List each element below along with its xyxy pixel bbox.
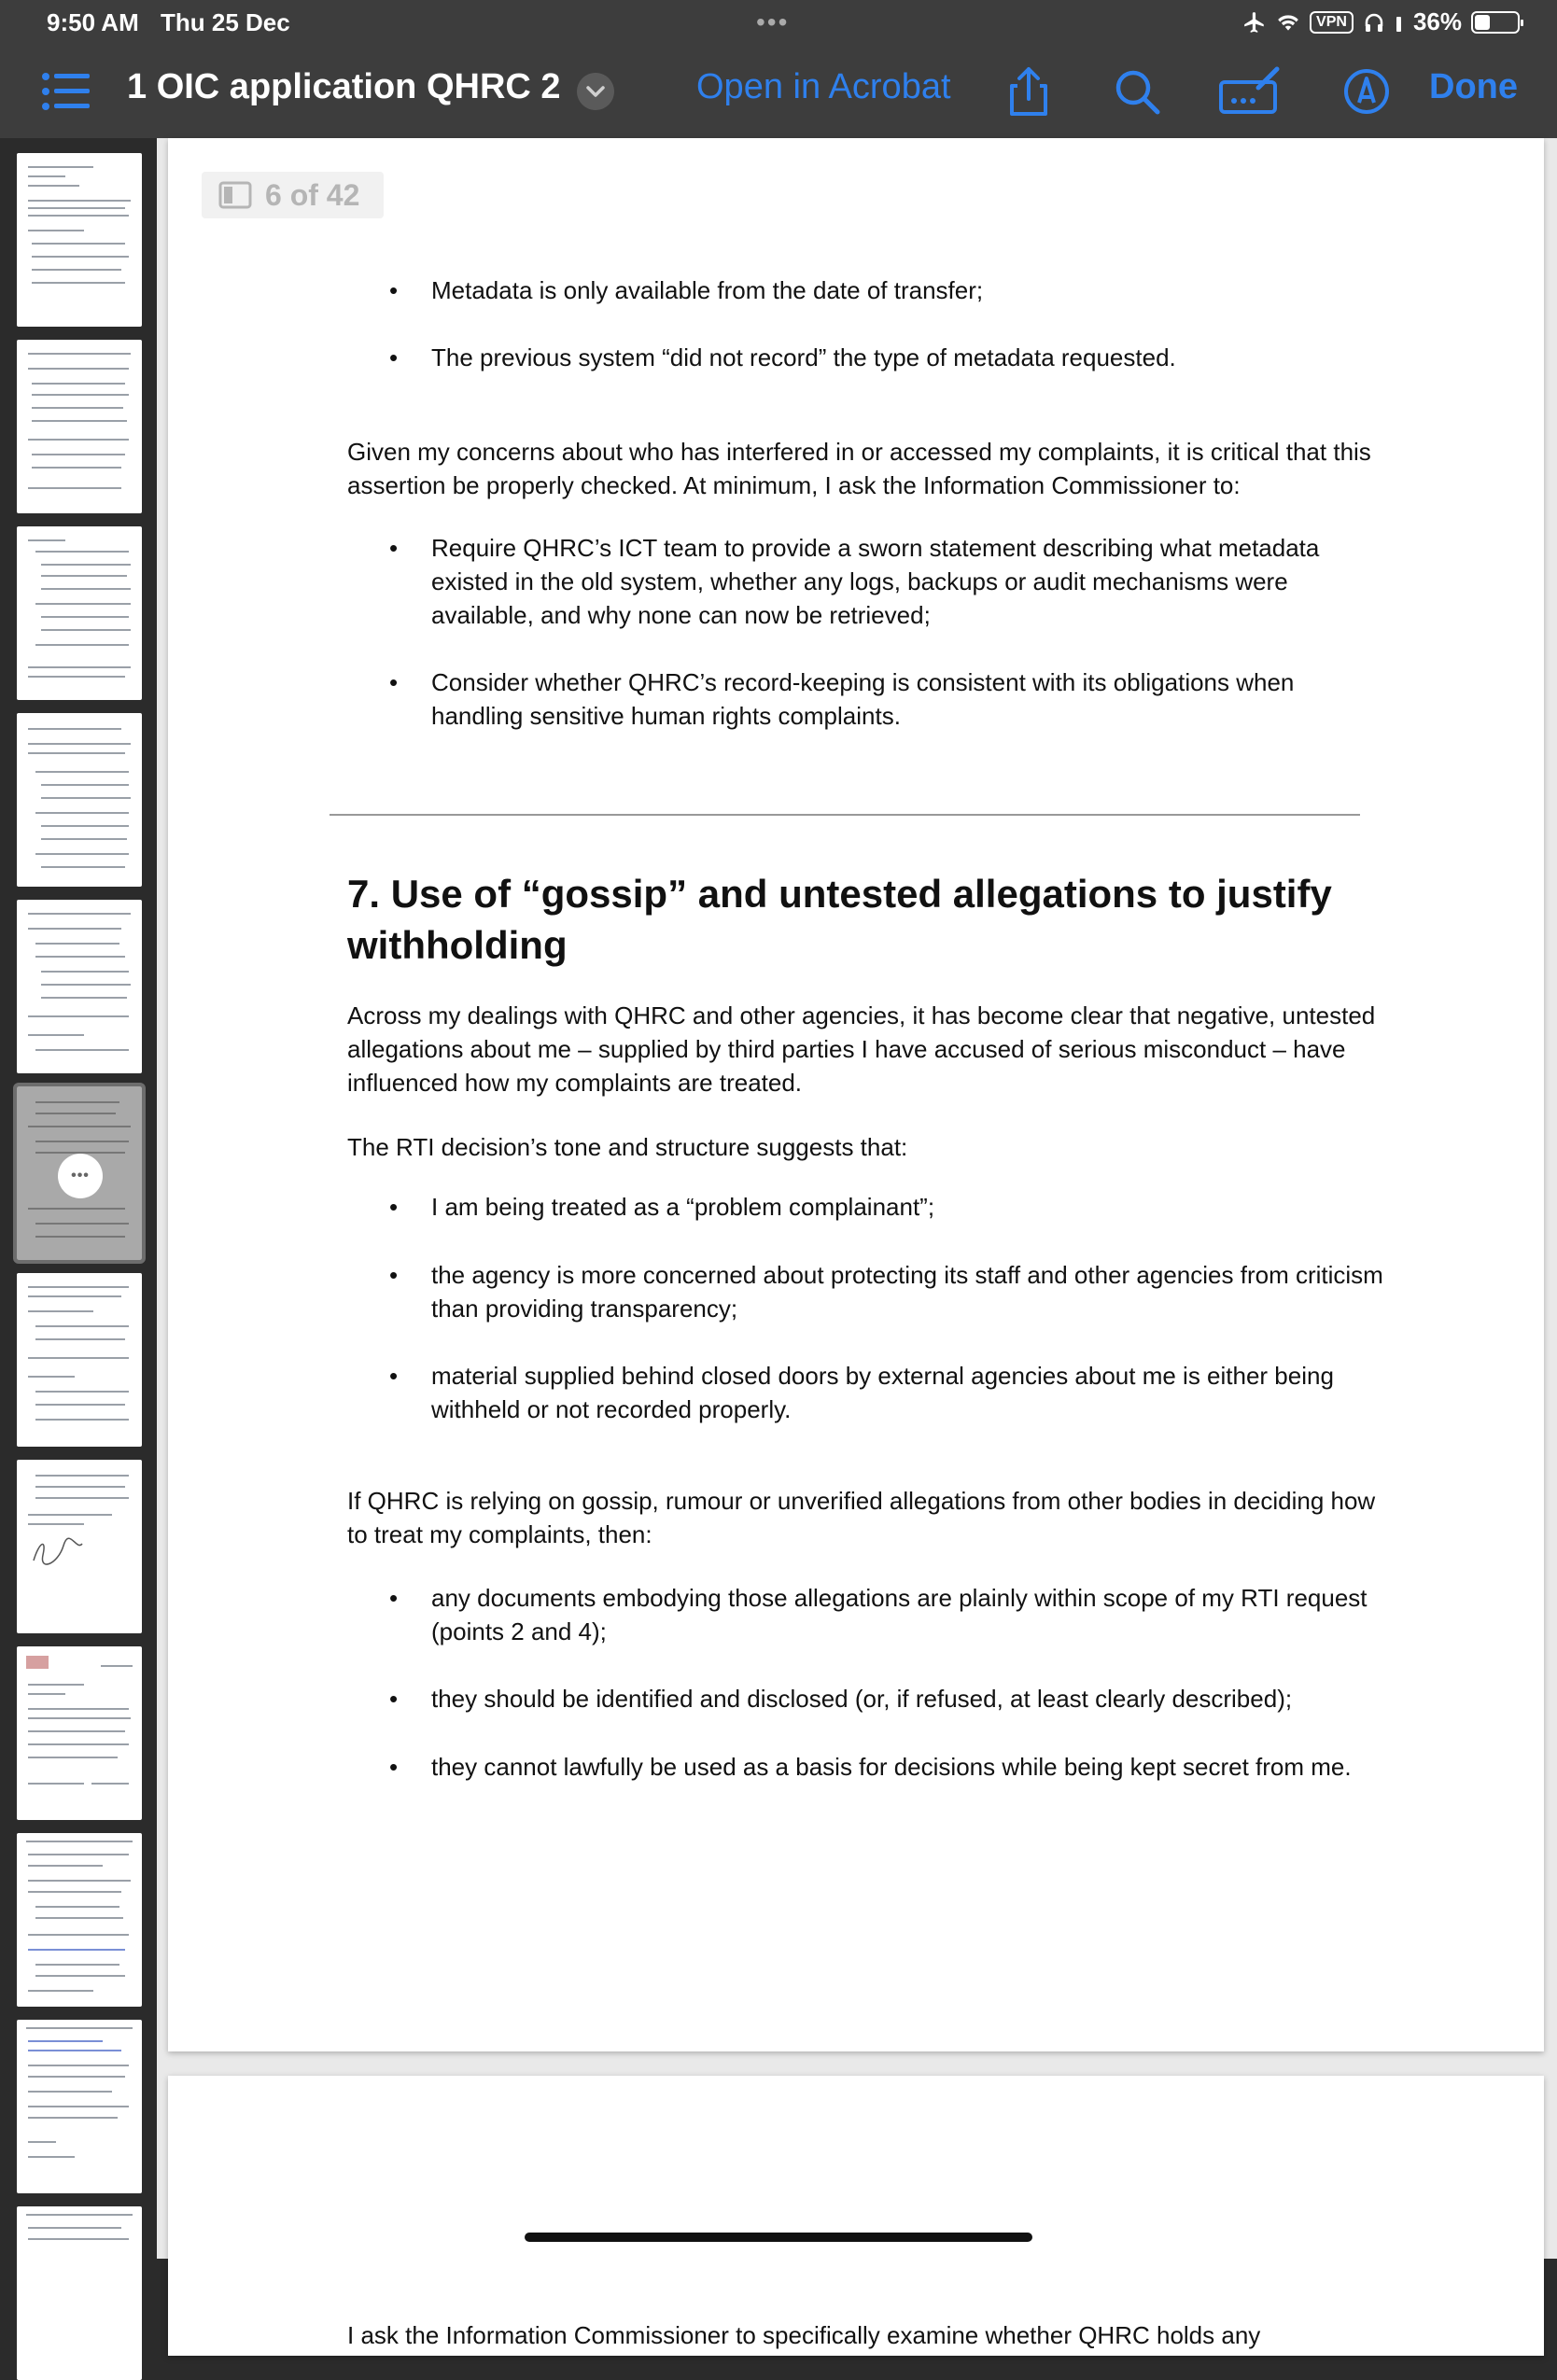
page-thumbnail-8[interactable] <box>17 1460 142 1633</box>
page-thumbnail-1[interactable] <box>17 153 142 327</box>
page-thumbnail-12[interactable] <box>17 2206 142 2380</box>
section-heading: 7. Use of “gossip” and untested allegations to justify withholding <box>347 872 1332 967</box>
page-thumbnail-5[interactable] <box>17 900 142 1073</box>
next-page-text: I ask the Information Commissioner to specifically examine whether QHRC holds any <box>347 2321 1261 2349</box>
horizontal-rule <box>330 814 1360 816</box>
share-icon[interactable] <box>1003 65 1055 118</box>
page-indicator-text: 6 of 42 <box>265 177 360 212</box>
page-thumbnail-2[interactable] <box>17 340 142 513</box>
status-date: Thu 25 Dec <box>161 8 290 36</box>
page-thumbnail-7[interactable] <box>17 1273 142 1447</box>
battery-fill <box>1475 15 1490 30</box>
bullet-item: • any documents embodying those allegations are plainly within scope of my RTI request (points 2 and 4); <box>389 1581 1388 1648</box>
bullet-item: • Require QHRC’s ICT team to provide a sworn statement describing what metadata existed in the old system, whether any logs, backups or audit mechanisms were available, and why none can now be retrieved; <box>389 531 1388 632</box>
airplane-icon <box>1242 10 1267 35</box>
multitasking-dots-icon[interactable]: ••• <box>756 7 790 36</box>
done-button[interactable]: Done <box>1429 67 1518 106</box>
pdf-page-6 <box>168 138 1544 2051</box>
battery-percent: 36% <box>1412 7 1462 35</box>
page-indicator <box>202 172 384 218</box>
page-thumbnail-11[interactable] <box>17 2020 142 2193</box>
battery-icon <box>1471 11 1520 34</box>
bullet-item: • material supplied behind closed doors by external agencies about me is either being withheld or not recorded properly. <box>389 1359 1388 1426</box>
page-thumbnail-6-selected[interactable] <box>17 1086 142 1260</box>
page-thumbnail-9[interactable] <box>17 1646 142 1820</box>
bullet-item: • they cannot lawfully be used as a basis for decisions while being kept secret from me. <box>389 1750 1388 1784</box>
page-thumbnail-10[interactable] <box>17 1833 142 2007</box>
vpn-badge: VPN <box>1310 11 1354 34</box>
thumbnail-more-icon[interactable]: ••• <box>58 1154 103 1198</box>
pdf-page-7 <box>168 2076 1544 2356</box>
signature-icon <box>30 1533 86 1570</box>
page-thumbnails-sidebar[interactable] <box>0 138 157 2259</box>
bullet-item: • the agency is more concerned about protecting its staff and other agencies from criticism than providing transparency; <box>389 1258 1388 1325</box>
bullet-item: • The previous system “did not record” the type of metadata requested. <box>389 341 1388 374</box>
bullet-item: • Consider whether QHRC’s record-keeping is consistent with its obligations when handling sensitive human rights complaints. <box>389 665 1388 733</box>
status-bar <box>0 0 1557 45</box>
markup-pen-icon[interactable] <box>1340 65 1393 118</box>
wifi-icon <box>1276 12 1300 33</box>
search-icon[interactable] <box>1111 65 1163 118</box>
chevron-down-icon[interactable] <box>577 73 614 110</box>
document-title[interactable]: 1 OIC application QHRC 2 <box>127 67 561 106</box>
paragraph: Across my dealings with QHRC and other agencies, it has become clear that negative, untested allegations about me – supplied by third parties I have accused of serious misconduct – have influenced how my complaints are treated. <box>347 1001 1376 1097</box>
headphones-icon <box>1363 11 1385 34</box>
markup-toolbar-icon[interactable] <box>1217 65 1283 118</box>
page-thumbnail-3[interactable] <box>17 526 142 700</box>
open-in-acrobat-button[interactable]: Open in Acrobat <box>696 67 951 106</box>
bullet-item: • I am being treated as a “problem complainant”; <box>389 1190 1388 1224</box>
status-time: 9:50 AM <box>47 8 139 36</box>
page-icon <box>218 181 252 209</box>
paragraph: The RTI decision’s tone and structure suggests that: <box>347 1133 908 1161</box>
signal-icon <box>1395 11 1404 34</box>
bullet-item: • Metadata is only available from the date of transfer; <box>389 273 1388 307</box>
pdf-toolbar <box>0 45 1557 138</box>
document-viewport[interactable] <box>157 138 1557 2349</box>
thumbnail-list-icon[interactable] <box>41 69 90 114</box>
paragraph: Given my concerns about who has interfered in or accessed my complaints, it is critical that this assertion be properly checked. At minimum, I ask the Information Commissioner to: <box>347 438 1371 499</box>
page-thumbnail-4[interactable] <box>17 713 142 887</box>
home-indicator[interactable] <box>525 2233 1032 2242</box>
paragraph: If QHRC is relying on gossip, rumour or unverified allegations from other bodies in deciding how to treat my complaints, then: <box>347 1487 1376 1548</box>
status-right <box>1242 7 1520 36</box>
bullet-item: • they should be identified and disclosed (or, if refused, at least clearly described); <box>389 1682 1388 1715</box>
